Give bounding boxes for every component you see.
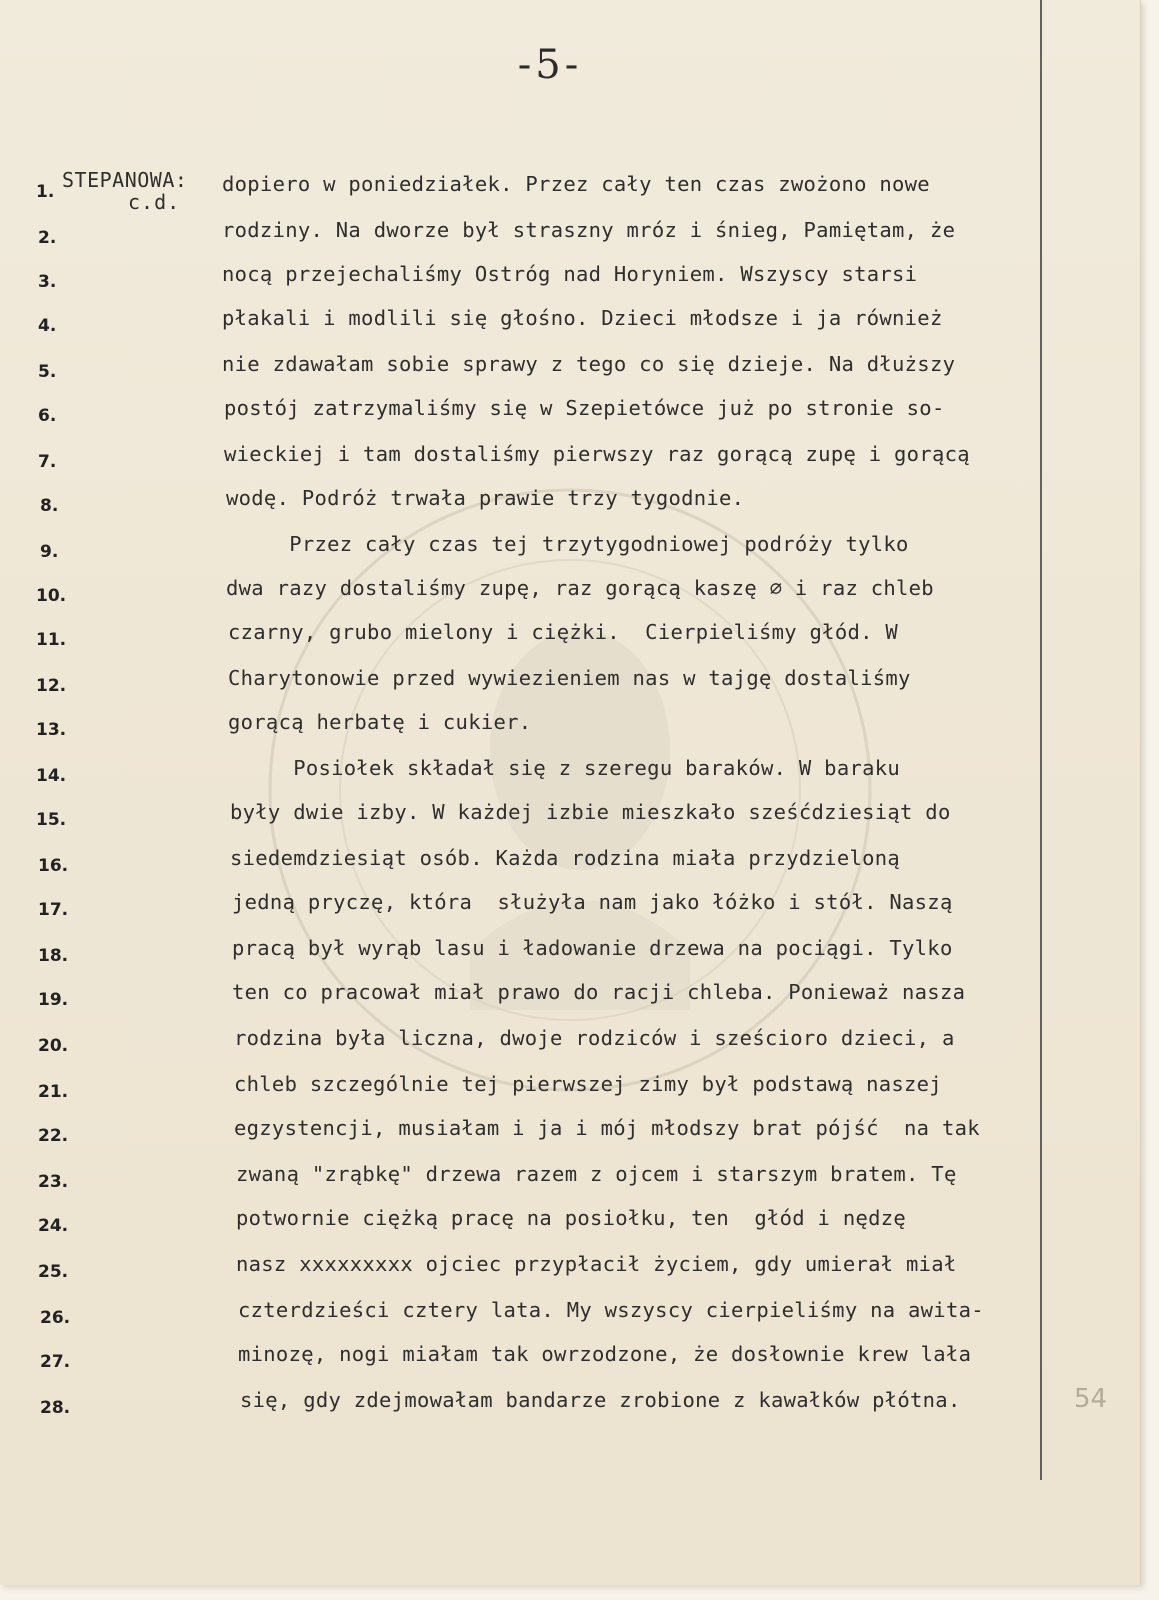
line-number: 5. bbox=[38, 362, 57, 382]
line-number: 18. bbox=[38, 946, 69, 966]
line-number: 7. bbox=[38, 452, 57, 472]
text-line: Posiołek składał się z szeregu baraków. W baraku bbox=[230, 756, 901, 780]
speaker-name: STEPANOWA: bbox=[62, 168, 188, 192]
text-line: rodziny. Na dworze był straszny mróz i śnieg, Pamiętam, że bbox=[222, 218, 956, 242]
page-number: -5- bbox=[517, 42, 583, 88]
line-number: 17. bbox=[38, 900, 69, 920]
text-line: wodę. Podróż trwała prawie trzy tygodnie. bbox=[226, 486, 745, 510]
text-line: były dwie izby. W każdej izbie mieszkało sześćdziesiąt do bbox=[230, 800, 951, 824]
text-line: jedną pryczę, która służyła nam jako łóżko i stół. Naszą bbox=[232, 890, 953, 914]
text-line: egzystencji, musiałam i ja i mój młodszy brat pójść na tak bbox=[234, 1116, 980, 1140]
line-number: 2. bbox=[38, 228, 57, 248]
text-line: chleb szczególnie tej pierwszej zimy był podstawą naszej bbox=[234, 1072, 942, 1096]
text-line: zwaną "zrąbkę" drzewa razem z ojcem i starszym bratem. Tę bbox=[236, 1162, 957, 1186]
text-line: czarny, grubo mielony i ciężki. Cierpieliśmy głód. W bbox=[228, 620, 899, 644]
text-line: się, gdy zdejmowałam bandarze zrobione z kawałków płótna. bbox=[240, 1388, 961, 1412]
archive-pencil-mark: 54 bbox=[1074, 1384, 1108, 1414]
text-line: wieckiej i tam dostaliśmy pierwszy raz gorącą zupę i gorącą bbox=[224, 442, 970, 466]
text-line: czterdzieści cztery lata. My wszyscy cierpieliśmy na awita- bbox=[238, 1298, 984, 1322]
text-line: rodzina była liczna, dwoje rodziców i sześcioro dzieci, a bbox=[234, 1026, 955, 1050]
text-line: dopiero w poniedziałek. Przez cały ten czas zwożono nowe bbox=[222, 172, 930, 196]
text-line: minozę, nogi miałam tak owrzodzone, że dosłownie krew lała bbox=[238, 1342, 972, 1366]
line-number: 26. bbox=[40, 1308, 71, 1328]
text-line: dwa razy dostaliśmy zupę, raz gorącą kaszę ∅ i raz chleb bbox=[226, 576, 934, 600]
text-line: pracą był wyrąb lasu i ładowanie drzewa na pociągi. Tylko bbox=[232, 936, 953, 960]
text-line: Przez cały czas tej trzytygodniowej podróży tylko bbox=[226, 532, 909, 556]
text-line: postój zatrzymaliśmy się w Szepietówce już po stronie so- bbox=[224, 396, 945, 420]
text-line: Charytonowie przed wywiezieniem nas w tajgę dostaliśmy bbox=[228, 666, 911, 690]
line-number: 6. bbox=[38, 406, 57, 426]
text-line: nocą przejechaliśmy Ostróg nad Horyniem. Wszyscy starsi bbox=[222, 262, 918, 286]
text-line: nie zdawałam sobie sprawy z tego co się dzieje. Na dłuższy bbox=[222, 352, 956, 376]
line-number: 21. bbox=[38, 1082, 69, 1102]
line-number: 11. bbox=[36, 630, 67, 650]
line-number: 23. bbox=[38, 1172, 69, 1192]
line-number: 13. bbox=[36, 720, 67, 740]
line-number: 8. bbox=[40, 496, 59, 516]
line-number: 16. bbox=[38, 856, 69, 876]
line-number: 27. bbox=[40, 1352, 71, 1372]
line-number: 19. bbox=[38, 990, 69, 1010]
line-number: 15. bbox=[36, 810, 67, 830]
right-margin-rule bbox=[1040, 0, 1042, 1480]
text-line: ten co pracował miał prawo do racji chleba. Ponieważ nasza bbox=[232, 980, 966, 1004]
archive-watermark-seal bbox=[250, 470, 890, 1110]
line-number: 9. bbox=[40, 542, 59, 562]
text-line: płakali i modlili się głośno. Dzieci młodsze i ja również bbox=[222, 306, 943, 330]
line-number: 14. bbox=[36, 766, 67, 786]
text-line: nasz xxxxxxxxx ojciec przypłacił życiem, gdy umierał miał bbox=[236, 1252, 957, 1276]
line-number: 4. bbox=[38, 316, 57, 336]
speaker-continued: c.d. bbox=[128, 190, 181, 214]
line-number: 1. bbox=[36, 182, 55, 202]
line-number: 10. bbox=[36, 586, 67, 606]
line-number: 24. bbox=[38, 1216, 69, 1236]
text-line: gorącą herbatę i cukier. bbox=[228, 710, 532, 734]
line-number: 20. bbox=[38, 1036, 69, 1056]
text-line: siedemdziesiąt osób. Każda rodzina miała przydzieloną bbox=[230, 846, 901, 870]
line-number: 28. bbox=[40, 1398, 71, 1418]
line-number: 12. bbox=[36, 676, 67, 696]
text-line: potwornie ciężką pracę na posiołku, ten głód i nędzę bbox=[236, 1206, 907, 1230]
line-number: 3. bbox=[38, 272, 57, 292]
line-number: 25. bbox=[38, 1262, 69, 1282]
line-number: 22. bbox=[38, 1126, 69, 1146]
